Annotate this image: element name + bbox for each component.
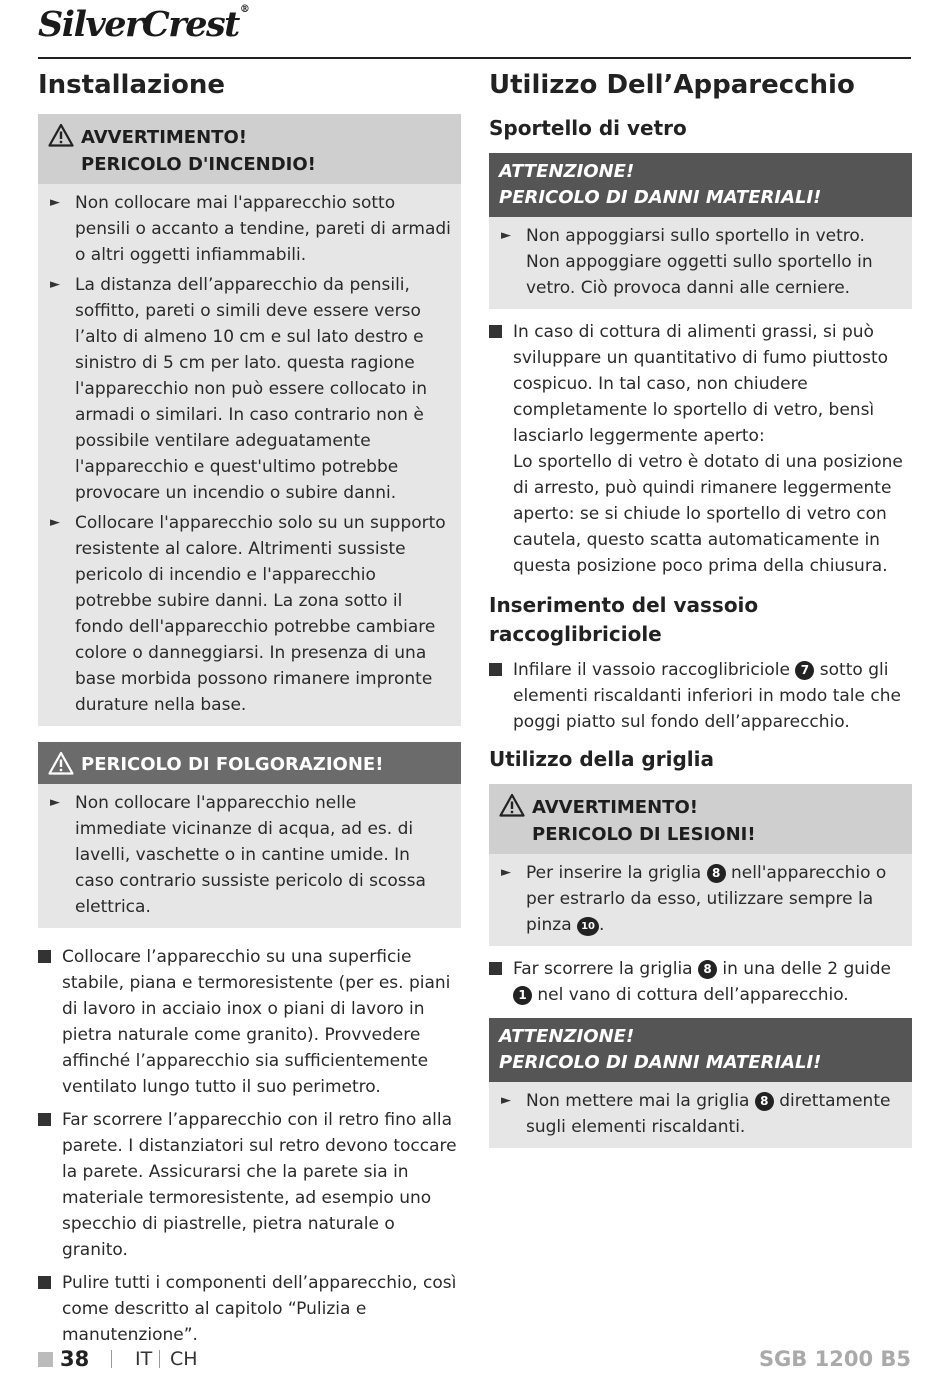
arrow-bullet-icon: ► <box>50 277 60 292</box>
warning-triangle-icon <box>48 751 74 775</box>
attention-line-2: PERICOLO DI DANNI MATERIALI! <box>499 187 822 208</box>
warning-header-electric <box>38 742 461 784</box>
item-text: Non mettere mai la griglia <box>526 1091 750 1111</box>
item-text: sotto gli elementi riscaldanti inferiori in modo tale che poggi piatto sul fondo dell’apparecchio. <box>513 660 901 732</box>
arrow-bullet-icon: ► <box>50 515 60 530</box>
attention-header <box>489 153 912 217</box>
list-item <box>489 657 912 735</box>
footer-square-icon <box>38 1352 53 1367</box>
warning-line-2: PERICOLO D'INCENDIO! <box>81 154 316 175</box>
item-text: Non collocare l'apparecchio nelle immediate vicinanze di acqua, ad es. di lavelli, vaschette o in cantine umide. In caso contrario sussiste pericolo di scossa elettrica. <box>75 793 426 917</box>
warning-list-fire <box>38 184 461 726</box>
item-text: Non collocare mai l'apparecchio sotto pensili o accanto a tendine, pareti di armadi o altri oggetti infiammabili. <box>75 193 451 265</box>
list-item <box>499 1088 902 1140</box>
arrow-bullet-icon: ► <box>501 1093 511 1108</box>
warning-list-electric <box>38 784 461 928</box>
warning-header-fire <box>38 114 461 184</box>
subsection-title-vassoio: Inserimento del vassoio raccoglibriciole <box>489 593 759 646</box>
item-text: Collocare l'apparecchio solo su un supporto resistente al calore. Altrimenti sussiste pericolo di incendio e l'apparecchio potrebbe subire danni. La zona sotto il fondo dell'apparecchio potrebbe cambiare colore o danneggiarsi. In presenza di una base morbida possono rimanere impronte durature nella base. <box>75 513 446 715</box>
registered-mark: ® <box>239 4 249 15</box>
right-column <box>489 68 912 1164</box>
page-number: 38 <box>60 1347 90 1371</box>
item-text: Pulire tutti i componenti dell’apparecchio, così come descritto al capitolo “Pulizia e manutenzione”. <box>62 1273 457 1345</box>
footer-divider <box>159 1350 160 1368</box>
section-title-utilizzo: Utilizzo Dell’Apparecchio <box>489 70 855 100</box>
brand-logo <box>38 4 248 45</box>
list-item <box>489 956 912 1008</box>
item-text: . <box>599 915 605 935</box>
warning-line-1: PERICOLO DI FOLGORAZIONE! <box>81 754 384 775</box>
list-item <box>38 1107 461 1263</box>
warning-header-injury <box>489 784 912 854</box>
attention-box-grill <box>489 1018 912 1148</box>
square-bullet-icon <box>489 325 502 338</box>
arrow-bullet-icon: ► <box>50 795 60 810</box>
section-title-installazione: Installazione <box>38 70 226 100</box>
arrow-bullet-icon: ► <box>50 195 60 210</box>
model-number: SGB 1200 B5 <box>758 1347 911 1371</box>
warning-box-fire <box>38 114 461 726</box>
warning-triangle-icon <box>48 123 74 147</box>
part-number-badge: 10 <box>577 917 599 936</box>
arrow-bullet-icon: ► <box>501 228 511 243</box>
part-number-badge: 1 <box>513 986 532 1005</box>
header-rule <box>38 57 911 59</box>
attention-box-glass-door <box>489 153 912 309</box>
warning-line-2: PERICOLO DI LESIONI! <box>532 824 756 845</box>
attention-list <box>489 1082 912 1148</box>
footer-divider <box>111 1350 112 1368</box>
part-number-badge: 8 <box>707 864 726 883</box>
item-text: direttamente sugli elementi riscaldanti. <box>526 1091 891 1137</box>
item-text: nel vano di cottura dell’apparecchio. <box>537 985 849 1005</box>
square-bullet-icon <box>38 1276 51 1289</box>
arrow-bullet-icon: ► <box>501 865 511 880</box>
attention-list <box>489 217 912 309</box>
item-text: In caso di cottura di alimenti grassi, si può sviluppare un quantitativo di fumo piuttosto cospicuo. In tal caso, non chiudere completamente lo sportello di vetro, bensì lasciarlo leggermente aperto: <box>513 322 889 446</box>
warning-line-1: AVVERTIMENTO! <box>532 797 698 818</box>
subsection-title-griglia: Utilizzo della griglia <box>489 747 714 771</box>
list-item <box>48 272 451 506</box>
subsection-title-sportello: Sportello di vetro <box>489 116 687 140</box>
attention-line-2: PERICOLO DI DANNI MATERIALI! <box>499 1052 822 1073</box>
attention-line-1: ATTENZIONE! <box>499 161 635 182</box>
list-item <box>499 223 902 301</box>
warning-box-injury <box>489 784 912 946</box>
list-item <box>48 510 451 718</box>
list-item <box>499 860 902 938</box>
attention-line-1: ATTENZIONE! <box>499 1026 635 1047</box>
square-bullet-icon <box>38 1113 51 1126</box>
square-bullet-icon <box>489 663 502 676</box>
warning-box-electric <box>38 742 461 928</box>
item-text: La distanza dell’apparecchio da pensili, soffitto, pareti o simili deve essere verso l’alto di almeno 10 cm e sul lato destro e sinistro di 5 cm per lato. questa ragione l'apparecchio non può essere collocato in armadi o similari. In caso contrario non è possibile ventilare adeguatamente l'apparecchio e quest'ultimo potrebbe provocare un incendio o subire danni. <box>75 275 428 503</box>
glass-door-steps <box>489 319 912 579</box>
list-item <box>489 319 912 579</box>
square-bullet-icon <box>489 962 502 975</box>
item-text: Infilare il vassoio raccoglibriciole <box>513 660 790 680</box>
part-number-badge: 7 <box>795 661 814 680</box>
left-column <box>38 68 461 1358</box>
item-text: Non appoggiarsi sullo sportello in vetro. Non appoggiare oggetti sullo sportello in vetro. Ciò provoca danni alle cerniere. <box>526 226 873 298</box>
item-text-continued: Lo sportello di vetro è dotato di una posizione di arresto, può quindi rimanere leggermente aperto: se si chiude lo sportello di vetro con cautela, questo scatta automaticamente in questa posizione poco prima della chiusura. <box>513 452 903 576</box>
part-number-badge: 8 <box>755 1092 774 1111</box>
language-code: IT <box>135 1348 153 1370</box>
item-text: Collocare l’apparecchio su una superficie stabile, piana e termoresistente (per es. piani di lavoro in acciaio inox o piani di lavoro in pietra naturale come granito). Provvedere affinché l’apparecchio sia sufficientemente ventilato lungo tutto il suo perimetro. <box>62 947 451 1097</box>
country-code: CH <box>170 1348 198 1370</box>
page-footer <box>38 1344 911 1374</box>
item-text: in una delle 2 guide <box>722 959 891 979</box>
list-item <box>38 1270 461 1348</box>
item-text: nell'apparecchio o per estrarlo da esso, utilizzare sempre la pinza <box>526 863 887 935</box>
part-number-badge: 8 <box>698 960 717 979</box>
list-item <box>38 944 461 1100</box>
grill-steps <box>489 956 912 1008</box>
crumb-tray-steps <box>489 657 912 735</box>
brand-name: SilverCrest <box>38 4 239 45</box>
attention-header <box>489 1018 912 1082</box>
item-text: Per inserire la griglia <box>526 863 702 883</box>
item-text: Far scorrere l’apparecchio con il retro fino alla parete. I distanziatori sul retro devono toccare la parete. Assicurarsi che la parete sia in materiale termoresistente, ad esempio uno specchio di piastrelle, pietra naturale o granito. <box>62 1110 457 1260</box>
list-item <box>48 190 451 268</box>
warning-triangle-icon <box>499 793 525 817</box>
item-text: Far scorrere la griglia <box>513 959 693 979</box>
installation-steps <box>38 944 461 1348</box>
square-bullet-icon <box>38 950 51 963</box>
warning-line-1: AVVERTIMENTO! <box>81 127 247 148</box>
warning-list-injury <box>489 854 912 946</box>
list-item <box>48 790 451 920</box>
